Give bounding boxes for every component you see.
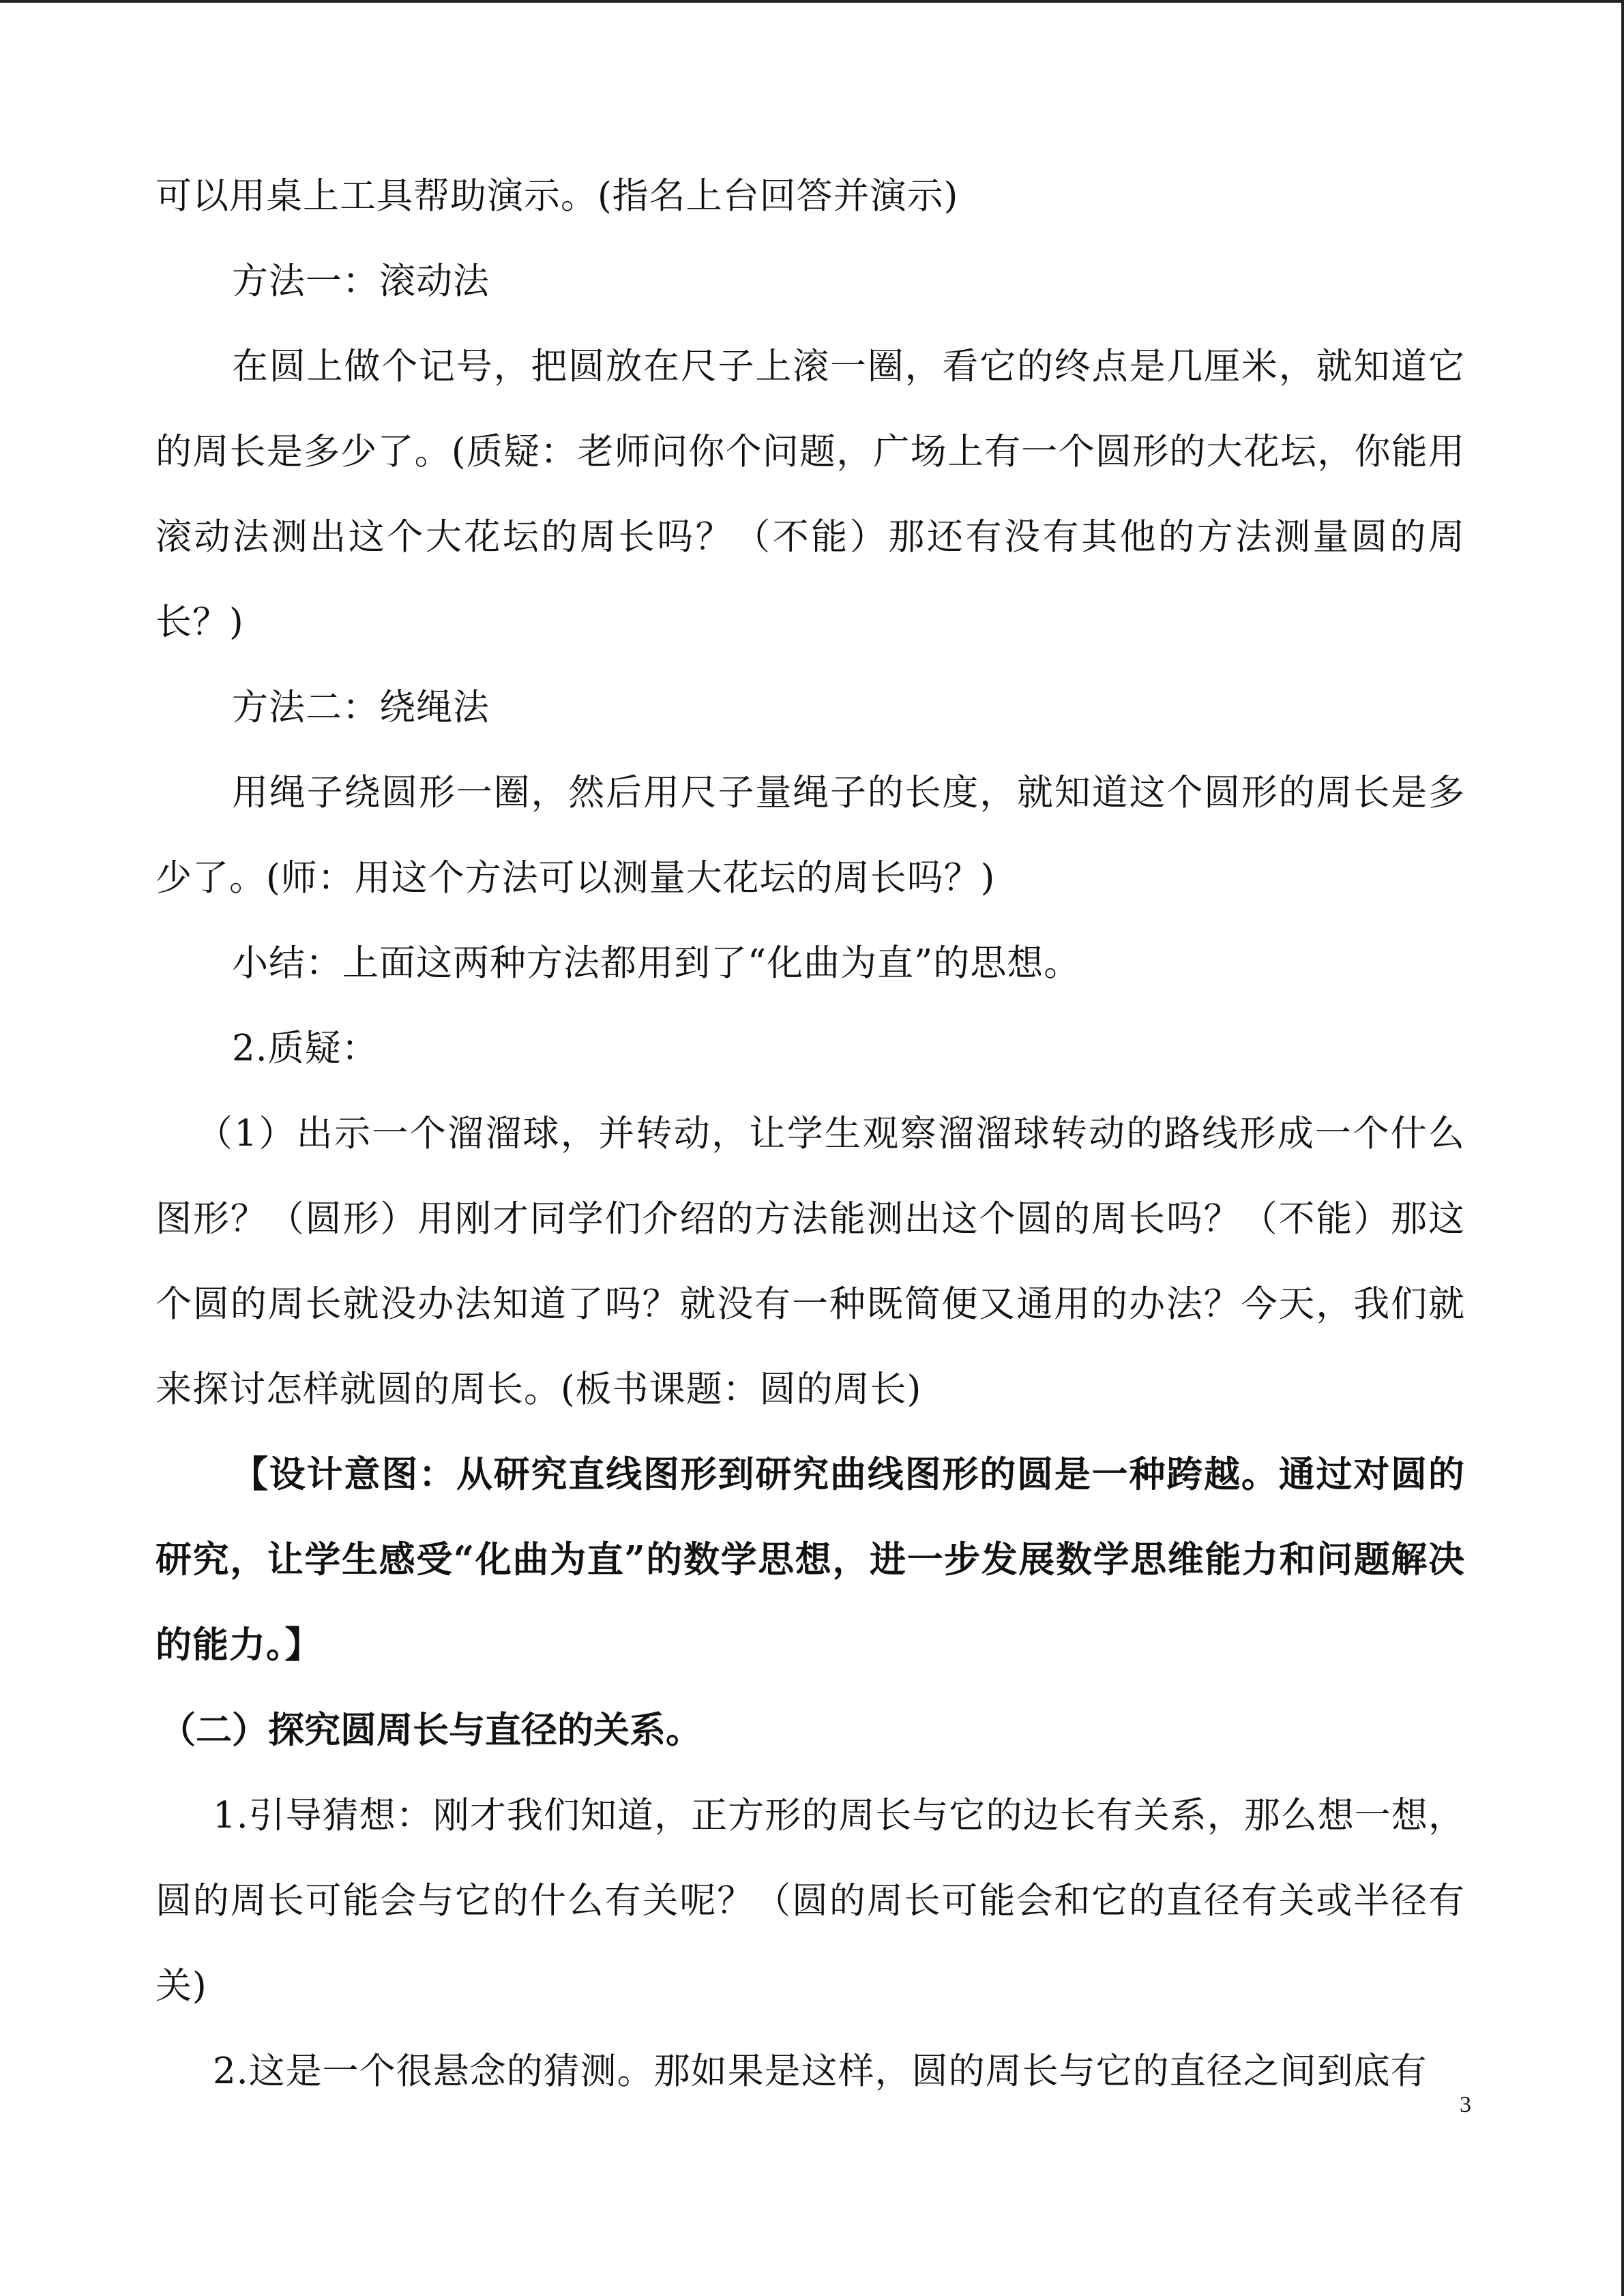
page-content: [156, 153, 1465, 2114]
paragraph-guided-guess: 1.引导猜想：刚才我们知道，正方形的周长与它的边长有关系，那么想一想，圆的周长可能会与它的什么有关呢？（圆的周长可能会和它的直径有关或半径有关): [156, 1795, 1465, 2007]
page-top-border: [0, 0, 1624, 3]
paragraph-yoyo-question: （1）出示一个溜溜球，并转动，让学生观察溜溜球转动的路线形成一个什么图形？（圆形）用刚才同学们介绍的方法能测出这个圆的周长吗？（不能）那这个圆的周长就没办法知道了吗？就没有一种既简便又通用的办法？今天，我们就来探讨怎样就圆的周长。(板书课题：圆的周长): [156, 1113, 1465, 1410]
page-right-border: [1621, 0, 1624, 2296]
paragraph-design-intent: 【设计意图：从研究直线图形到研究曲线图形的圆是一种跨越。通过对圆的研究，让学生感受“化曲为直”的数学思想，进一步发展数学思维能力和问题解决的能力。】: [156, 1453, 1465, 1666]
page-number: 3: [1460, 2092, 1471, 2117]
paragraph-demo-tools: 可以用桌上工具帮助演示。(指名上台回答并演示): [156, 175, 959, 217]
section-heading-explore: （二）探究圆周长与直径的关系。: [160, 1709, 702, 1751]
paragraph-method-one-title: 方法一：滚动法: [232, 260, 490, 302]
paragraph-question-heading: 2.质疑：: [232, 1028, 379, 1069]
paragraph-suspense-guess: 2.这是一个很悬念的猜测。那如果是这样，圆的周长与它的直径之间到底有: [213, 2051, 1428, 2092]
paragraph-method-two-title: 方法二：绕绳法: [232, 687, 490, 728]
paragraph-method-one-body: 在圆上做个记号，把圆放在尺子上滚一圈，看它的终点是几厘米，就知道它的周长是多少了。(质疑：老师问你个问题，广场上有一个圆形的大花坛，你能用滚动法测出这个大花坛的周长吗？（不能）那还有没有其他的方法测量圆的周长？): [156, 346, 1465, 643]
paragraph-summary: 小结：上面这两种方法都用到了“化曲为直”的思想。: [232, 942, 1081, 984]
paragraph-method-two-body: 用绳子绕圆形一圈，然后用尺子量绳子的长度，就知道这个圆形的周长是多少了。(师：用这个方法可以测量大花坛的周长吗？): [156, 772, 1465, 899]
